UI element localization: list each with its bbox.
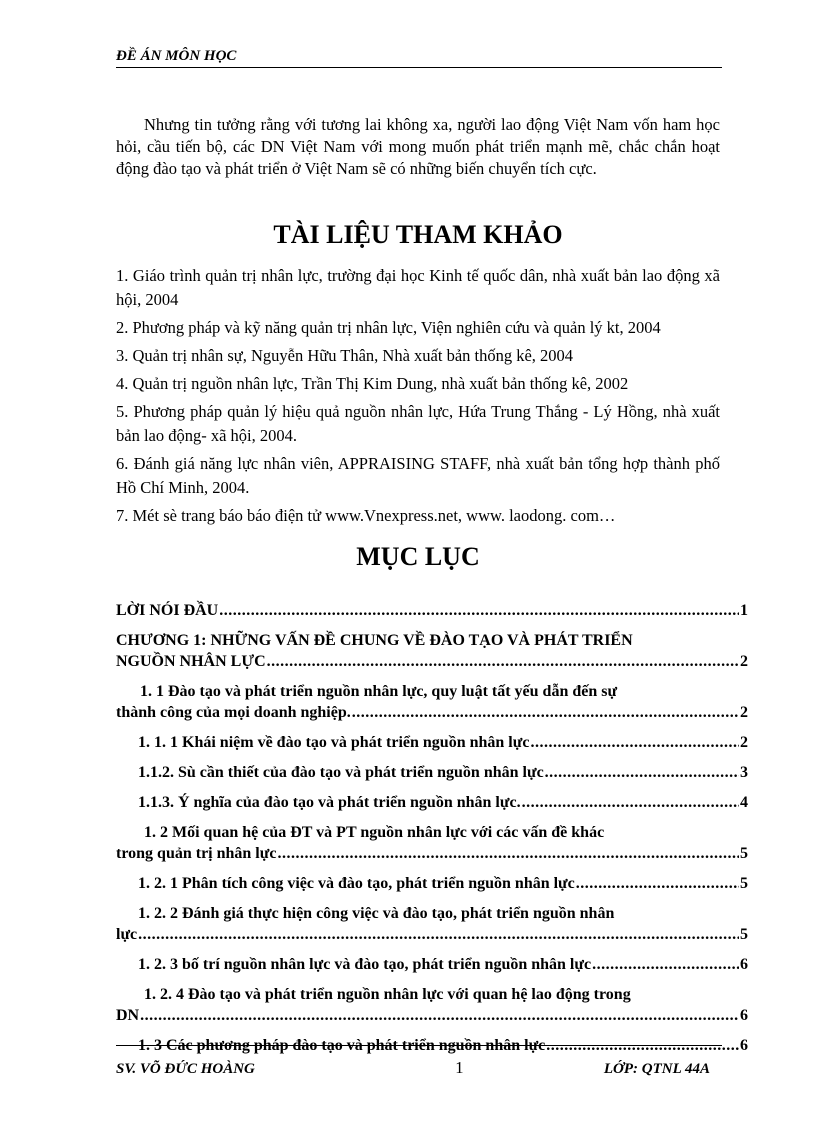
toc-entry-page: 6 [740,1007,748,1024]
reference-item: 4. Quản trị nguồn nhân lực, Trần Thị Kim Dung, nhà xuất bản thống kê, 2002 [116,374,629,393]
toc-entry-title: 1. 2. 1 Phân tích công việc và đào tạo, phát triển nguồn nhân lực [138,875,575,892]
toc-leader [219,600,739,621]
footer-class: LỚP: QTNL 44A [603,1061,710,1077]
toc-leader [277,843,739,864]
toc-entry-title: NGUỒN NHÂN LỰC [116,653,266,670]
toc-entry-lead: 1. 1 Đào tạo và phát triển nguồn nhân lực, quy luật tất yếu dẫn đến sự [140,683,618,700]
page-footer [116,1045,722,1078]
toc-entry-title: 1.1.2. Sù cần thiết của đào tạo và phát triển nguồn nhân lực [138,764,544,781]
toc-heading: MỤC LỤC [356,542,480,571]
toc-leader [545,762,739,783]
toc-entry-lead: 1. 2. 2 Đánh giá thực hiện công việc và đào tạo, phát triển nguồn nhân [138,905,615,922]
toc-entry-title: 1. 2. 3 bố trí nguồn nhân lực và đào tạo, phát triển nguồn nhân lực [138,956,592,973]
toc-leader [140,1005,739,1026]
toc-entry-title: 1.1.3. Ý nghĩa của đào tạo và phát triển nguồn nhân lực. [138,794,521,811]
toc-entry-page: 2 [740,653,748,670]
toc-leader [267,651,739,672]
toc-entry[interactable] [116,822,748,864]
toc-entry-title: DN [116,1007,140,1024]
intro-paragraph: Nhưng tin tưởng rằng với tương lai không xa, người lao động Việt Nam vốn ham học hỏi, cầu tiến bộ, các DN Việt Nam với mong muốn phát triển mạnh mẽ, chắc chắn hoạt động đào tạo và phát triển ở Việt Nam sẽ có những biến chuyển tích cực. [116,115,720,178]
references-heading: TÀI LIỆU THAM KHẢO [273,220,563,249]
toc-entry-page: 3 [740,764,748,781]
toc-entry[interactable] [116,762,748,783]
reference-item: 1. Giáo trình quản trị nhân lực, trường đại học Kinh tế quốc dân, nhà xuất bản lao động xã hội, 2004 [116,266,720,309]
toc-entry-page: 2 [740,704,748,721]
toc-entry[interactable] [116,792,748,813]
references-list [116,264,720,532]
header-title: ĐỀ ÁN MÔN HỌC [116,48,237,64]
toc-entry-page: 5 [740,845,748,862]
table-of-contents [116,600,748,1065]
toc-entry-page: 4 [740,794,748,811]
toc-entry-title: 1. 3 Các phương pháp đào tạo và phát triển nguồn nhân lực [138,1037,546,1054]
toc-entry-title: trong quản trị nhân lực [116,845,277,862]
toc-entry-page: 5 [740,926,748,943]
toc-entry[interactable] [116,600,748,621]
toc-entry-lead: CHƯƠNG 1: NHỮNG VẤN ĐỀ CHUNG VỀ ĐÀO TẠO VÀ PHÁT TRIỂN [116,632,633,649]
reference-item: 6. Đánh giá năng lực nhân viên, APPRAISING STAFF, nhà xuất bản tổng hợp thành phố Hồ Chí Minh, 2004. [116,454,720,497]
toc-entry-page: 5 [740,875,748,892]
footer-student: SV. VÕ ĐỨC HOÀNG [116,1061,255,1077]
toc-entry[interactable] [116,984,748,1026]
toc-entry[interactable] [116,954,748,975]
toc-entry-title: 1. 1. 1 Khái niệm về đào tạo và phát triển nguồn nhân lực [138,734,530,751]
reference-item: 5. Phương pháp quản lý hiệu quả nguồn nhân lực, Hứa Trung Thắng - Lý Hồng, nhà xuất bản lao động- xã hội, 2004. [116,402,720,445]
toc-leader [138,924,739,945]
toc-entry-page: 2 [740,734,748,751]
toc-leader [530,732,739,753]
toc-entry[interactable] [116,732,748,753]
page-header [116,48,722,68]
toc-leader [576,873,739,894]
toc-entry-lead: 1. 2 Mối quan hệ của ĐT và PT nguồn nhân lực với các vấn đề khác [144,824,605,841]
toc-entry-title: LỜI NÓI ĐẦU [116,602,219,619]
toc-entry-page: 1 [740,602,748,619]
toc-leader [592,954,739,975]
reference-item: 3. Quản trị nhân sự, Nguyễn Hữu Thân, Nhà xuất bản thống kê, 2004 [116,346,574,365]
toc-leader [522,792,739,813]
footer-page-number: 1 [455,1058,464,1077]
toc-entry[interactable] [116,903,748,945]
toc-entry-page: 6 [740,956,748,973]
reference-item: 7. Mét sè trang báo báo điện tử www.Vnexpress.net, www. laodong. com… [116,506,616,525]
toc-entry[interactable] [116,873,748,894]
toc-entry-title: lực [116,926,138,943]
reference-item: 2. Phương pháp và kỹ năng quản trị nhân lực, Viện nghiên cứu và quản lý kt, 2004 [116,318,661,337]
toc-entry[interactable] [116,630,748,672]
toc-entry-title: thành công của mọi doanh nghiệp. [116,704,351,721]
toc-entry[interactable] [116,681,748,723]
toc-entry-page: 6 [740,1037,748,1054]
toc-entry-lead: 1. 2. 4 Đào tạo và phát triển nguồn nhân lực với quan hệ lao động trong [144,986,631,1003]
toc-leader [352,702,739,723]
